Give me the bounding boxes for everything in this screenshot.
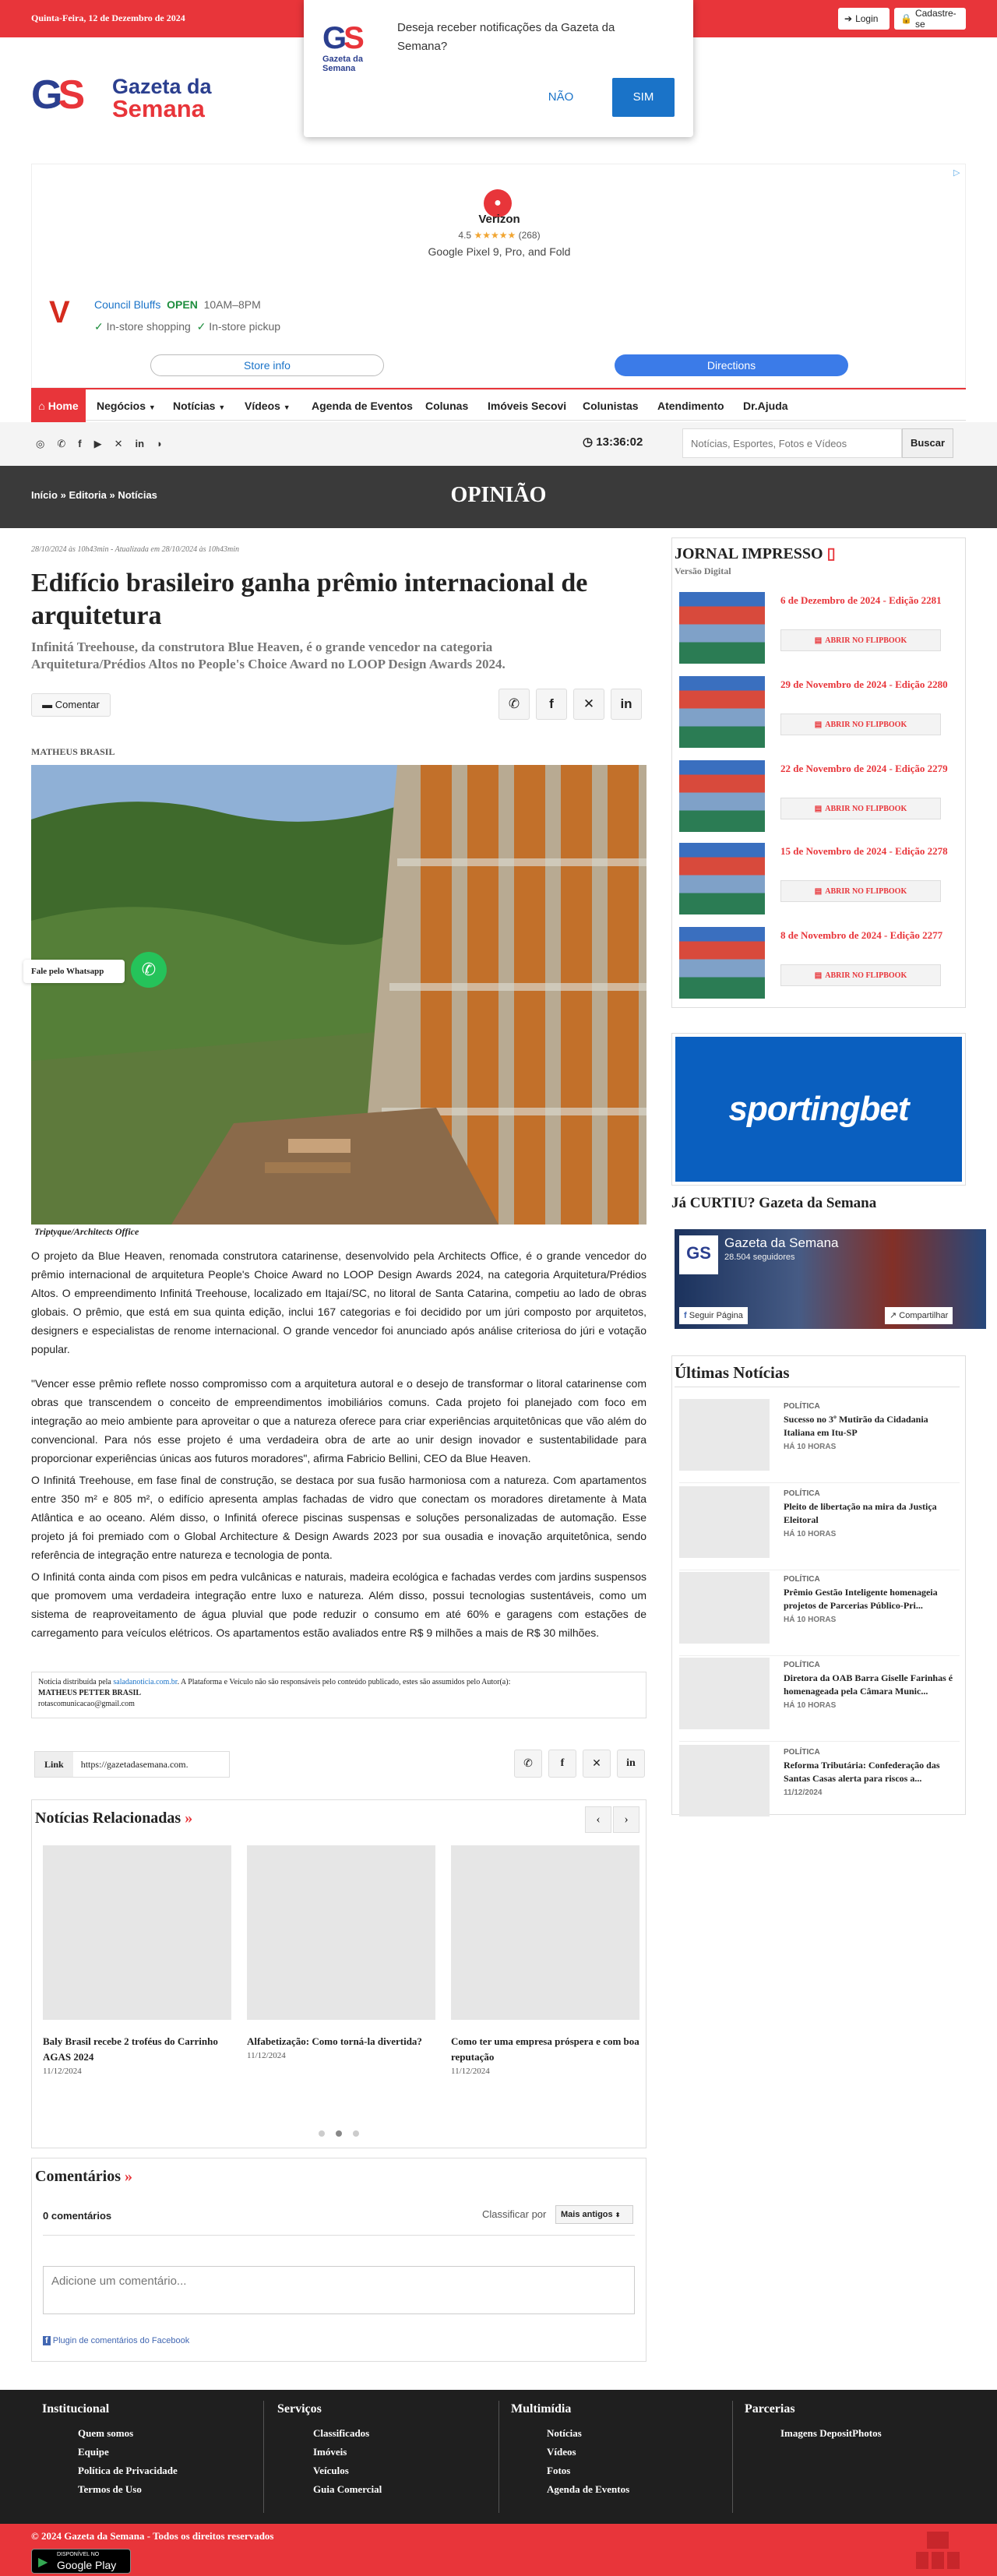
section-header (0, 466, 997, 528)
edition-cover[interactable] (679, 592, 765, 664)
news-thumbnail[interactable] (679, 1486, 770, 1558)
footer-link[interactable]: Agenda de Eventos (547, 2483, 630, 2495)
footer-link[interactable]: Guia Comercial (313, 2483, 382, 2495)
ad-store: Council Bluffs (94, 298, 161, 311)
jornal-subtitle: Versão Digital (675, 566, 731, 576)
grid-block (947, 2552, 960, 2569)
distribution-notice (31, 1672, 646, 1718)
news-time: HÁ 10 HORAS (784, 1616, 837, 1624)
share-facebook-button[interactable]: f (548, 1750, 576, 1778)
search-input[interactable] (682, 428, 902, 458)
edition-item[interactable] (679, 760, 960, 832)
article-paragraph: O Infinitá conta ainda com pisos em pedra vulcânicas e naturais, madeira ecológica e fachadas verdes com jardins suspensos que promovem uma verdadeira integração entre luxo e natureza. Além disso, possui tecnologias sustentáveis, como um sistema de reaproveitamento de água pluvial que pode reduzir o consumo em até 60% e garagens com estações de carregamento para veículos elétricos. Os apartamentos estão avaliados entre R$ 9 milhões a mais de R$ 30 milhões. (31, 1570, 646, 1639)
nav-drajuda[interactable]: Dr.Ajuda (743, 400, 788, 412)
news-title-text[interactable]: Prêmio Gestão Inteligente homenageia projetos de Parcerias Público-Pri... (784, 1587, 938, 1611)
fb-page-name[interactable]: Gazeta da Semana (724, 1235, 839, 1250)
facebook-plugin-link[interactable] (43, 2336, 189, 2345)
fb-follow-button[interactable] (679, 1307, 748, 1324)
notice-suffix: . A Plataforma e Veículo não são responsáveis pelo conteúdo publicado, estes são assumidos pelo Autor(a): (177, 1678, 511, 1686)
edition-cover[interactable] (679, 760, 765, 832)
nav-agenda[interactable]: Agenda de Eventos (312, 400, 413, 412)
share-x-button[interactable]: ✕ (583, 1750, 611, 1778)
footer-col-title: Serviços (277, 2402, 322, 2416)
file-icon: ▤ (814, 971, 823, 980)
related-card[interactable] (247, 1845, 435, 2060)
login-link[interactable] (838, 8, 890, 30)
sort-label: Classificar por (482, 2208, 547, 2220)
whatsapp-float-label[interactable]: Fale pelo Whatsapp (23, 960, 125, 983)
news-time: HÁ 10 HORAS (784, 1701, 837, 1710)
sponsor-ad[interactable] (671, 1033, 966, 1186)
related-image[interactable] (43, 1845, 231, 2020)
share-buttons (498, 689, 642, 720)
breadcrumb-sep: » (60, 489, 66, 501)
fb-followers: 28.504 seguidores (724, 1253, 795, 1262)
footer-col-multimidia (511, 2402, 729, 2499)
flipbook-button[interactable] (780, 714, 941, 735)
rss-icon[interactable]: ◗ (157, 438, 163, 449)
sort-select[interactable] (555, 2205, 633, 2224)
footer-bottom (0, 2524, 997, 2576)
social-links (36, 438, 163, 450)
section-title: OPINIÃO (450, 483, 547, 507)
nav-colunistas[interactable]: Colunistas (583, 400, 639, 412)
store-info-button[interactable]: Store info (150, 354, 384, 376)
file-icon: ▤ (814, 720, 823, 729)
flipbook-button[interactable] (780, 798, 941, 819)
facebook-icon: f (43, 2336, 51, 2345)
news-title[interactable] (784, 1500, 958, 1541)
mobile-icon: ▯ (826, 545, 836, 562)
news-title[interactable] (784, 1672, 958, 1712)
footer-link[interactable]: Equipe (78, 2446, 109, 2458)
news-time: HÁ 10 HORAS (784, 1443, 837, 1451)
clock (583, 435, 643, 449)
instagram-icon[interactable]: ◎ (36, 438, 45, 449)
edition-item[interactable] (679, 676, 960, 748)
edition-title[interactable]: 8 de Novembro de 2024 - Edição 2277 (780, 929, 943, 941)
edition-item[interactable] (679, 927, 960, 999)
clock-time: 13:36:02 (596, 435, 643, 449)
caret-updown-icon: ⬍ (615, 2211, 621, 2218)
grid-block (932, 2552, 944, 2569)
notice-email: rotascomunicacao@gmail.com (38, 1700, 135, 1708)
nav-noticias[interactable] (173, 389, 225, 422)
logo-line2: Semana (112, 95, 205, 122)
news-thumbnail[interactable] (679, 1572, 770, 1644)
store-big-text: Google Play (57, 2559, 117, 2571)
sort-value: Mais antigos (561, 2210, 613, 2219)
logo-mark: GS (31, 72, 81, 118)
caret-down-icon: ▼ (148, 403, 156, 411)
news-time: HÁ 10 HORAS (784, 1530, 837, 1538)
comment-icon: ▬ (42, 699, 53, 710)
current-date: Quinta-Feira, 12 de Dezembro de 2024 (31, 12, 185, 23)
nav-label: Vídeos (245, 400, 280, 412)
link-field[interactable]: https://gazetadasemana.com. (73, 1752, 229, 1777)
news-time: 11/12/2024 (784, 1788, 823, 1797)
latest-news-item[interactable] (679, 1572, 960, 1656)
flipbook-button[interactable] (780, 880, 941, 902)
jornal-title (675, 544, 836, 563)
carousel-next-button[interactable]: › (613, 1806, 639, 1833)
image-caption: Triptyque/Architects Office (34, 1226, 139, 1237)
edition-cover[interactable] (679, 843, 765, 914)
nav-home-label: Home (48, 400, 79, 412)
news-title[interactable] (784, 1586, 958, 1626)
article-title: Edifício brasileiro ganha prêmio internacional de arquitetura (31, 569, 588, 630)
fb-share-label: Compartilhar (899, 1311, 949, 1320)
flipbook-label: ABRIR NO FLIPBOOK (825, 720, 907, 729)
google-play-badge[interactable] (31, 2549, 131, 2574)
news-title-text[interactable]: Diretora da OAB Barra Giselle Farinhas é homenageada pela Câmara Munic... (784, 1672, 953, 1697)
grid-block (916, 2552, 928, 2569)
news-thumbnail[interactable] (679, 1399, 770, 1471)
flipbook-label: ABRIR NO FLIPBOOK (825, 886, 907, 896)
lock-icon: 🔒 (900, 13, 912, 24)
flipbook-button[interactable] (780, 964, 941, 986)
edition-title[interactable]: 6 de Dezembro de 2024 - Edição 2281 (780, 594, 942, 606)
link-label: Link (35, 1752, 73, 1777)
latest-news-title: Últimas Notícias (675, 1363, 790, 1382)
nav-home[interactable] (31, 389, 86, 422)
caret-down-icon: ▼ (218, 403, 226, 411)
ad-stars: ★★★★★ (474, 230, 516, 241)
file-icon: ▤ (814, 886, 823, 896)
related-card[interactable] (451, 1845, 639, 2076)
login-icon: ➔ (844, 13, 853, 24)
share-whatsapp-button[interactable]: ✆ (514, 1750, 542, 1778)
whatsapp-icon[interactable]: ✆ (57, 438, 66, 449)
comments-section (31, 2158, 646, 2362)
related-news (31, 1799, 646, 2148)
breadcrumb-sep: » (109, 489, 115, 501)
comment-count: 0 comentários (43, 2210, 112, 2222)
share-buttons-bottom (514, 1750, 645, 1778)
popup-no-button[interactable]: NÃO (548, 90, 574, 104)
facebook-icon[interactable]: f (78, 438, 82, 449)
plugin-label: Plugin de comentários do Facebook (52, 2336, 190, 2345)
footer-divider (732, 2401, 733, 2513)
login-label: Login (855, 13, 879, 24)
carousel-dot[interactable] (353, 2130, 359, 2137)
ad-brand: Verizon (478, 213, 520, 226)
notice-prefix: Notícia distribuída pela (38, 1678, 114, 1686)
related-card-date: 11/12/2024 (43, 2067, 82, 2076)
flipbook-label: ABRIR NO FLIPBOOK (825, 804, 907, 813)
scroll-grid-icon[interactable] (916, 2532, 960, 2571)
main-nav (31, 388, 966, 421)
footer-link[interactable]: Fotos (547, 2465, 571, 2476)
footer-col-institucional (42, 2402, 260, 2499)
article-paragraph: "Vencer esse prêmio reflete nosso compromisso com a arquitetura autoral e o desejo de transformar o litoral catarinense com obras que transcendem o conceito de empreendimentos imobiliários comuns. Cada projeto foi planejado com foco em integração ao meio ambiente para aproveitar o que a natureza oferece para criar experiências arquitetônicas que vão além do convencional. Para nós esse projeto é uma verdadeira obra de arte ao unir design inovador e sustentabilidade para proporcionar experiências únicas aos futuros moradores", afirma Fabricio Bellini, CEO da Blue Heaven. (31, 1377, 646, 1464)
news-title-text[interactable]: Sucesso no 3º Mutirão da Cidadania Italiana em Itu-SP (784, 1414, 928, 1438)
comment-button[interactable] (31, 693, 111, 717)
news-category[interactable]: POLÍTICA (784, 1661, 820, 1669)
search-button[interactable]: Buscar (902, 428, 953, 458)
comment-textarea[interactable] (43, 2266, 635, 2314)
file-icon: ▤ (814, 804, 823, 813)
article-paragraph: O projeto da Blue Heaven, renomada construtora catarinense, desenvolvido pela Architects Office, é o grande vencedor do prêmio internacional de arquitetura People's Choice Award no LOOP Design Awards 2024, na categoria Arquitetura/Prédios Altos. O empreendimento Infinitá Treehouse, localizado em Itajaí/SC, no litoral de Santa Catarina, competiu ao lado de obras globais. O prêmio, que está em sua quinta edição, inclui 167 categorias e foi decidido por um júri composto por arquitetos, designers e especialistas de renome internacional. O grande vencedor foi anunciado após análise criteriosa do júri e votação popular. (31, 1249, 646, 1355)
footer-col-title: Parcerias (745, 2402, 795, 2416)
related-card-date: 11/12/2024 (451, 2067, 490, 2076)
popup-message: Deseja receber notificações da Gazeta da Semana? (397, 21, 615, 53)
notice-link[interactable]: saladanoticia.com.br (113, 1678, 178, 1686)
logo-line1: Gazeta da (112, 75, 212, 98)
share-facebook-button[interactable]: f (536, 689, 567, 720)
popup-logo: GS Gazeta da Semana (322, 22, 379, 78)
news-title[interactable] (784, 1759, 958, 1799)
edition-title[interactable]: 15 de Novembro de 2024 - Edição 2278 (780, 845, 948, 857)
related-card-date: 11/12/2024 (247, 2051, 286, 2060)
facebook-icon: f (684, 1311, 687, 1320)
fb-page-avatar: GS (679, 1235, 718, 1274)
ad-features (94, 320, 280, 333)
ad-reviews: (268) (518, 230, 541, 241)
linkedin-icon[interactable]: in (135, 438, 145, 449)
article-subtitle: Infinitá Treehouse, da construtora Blue Heaven, é o grande vencedor na categoria Arquitetura/Prédios Altos no People's Choice Award no LOOP Design Awards 2024. (31, 640, 506, 671)
ad-banner[interactable] (31, 164, 966, 388)
carousel-dots (319, 2130, 359, 2137)
comments-title (35, 2168, 132, 2186)
footer-col-title: Multimídia (511, 2402, 572, 2416)
nav-videos[interactable] (245, 389, 291, 422)
caret-down-icon: ▼ (283, 403, 291, 411)
footer-col-title: Institucional (42, 2402, 110, 2416)
flipbook-button[interactable] (780, 629, 941, 651)
breadcrumb-home[interactable]: Início (31, 489, 58, 501)
share-x-button[interactable]: ✕ (573, 689, 604, 720)
carousel-prev-button[interactable]: ‹ (585, 1806, 611, 1833)
building-photo (31, 765, 646, 1225)
news-category[interactable]: POLÍTICA (784, 1575, 820, 1584)
nav-label: Negócios (97, 400, 146, 412)
nav-colunas[interactable]: Colunas (425, 400, 469, 412)
ad-rating (343, 230, 655, 241)
edition-item[interactable] (679, 592, 960, 664)
article-image[interactable] (31, 765, 646, 1225)
footer-link[interactable]: Política de Privacidade (78, 2465, 178, 2476)
ad-store-line (94, 298, 261, 311)
notification-popup (304, 0, 693, 137)
comment-label: Comentar (55, 699, 100, 710)
verizon-check-icon: V (49, 295, 70, 329)
adchoices-icon[interactable]: ▷ (953, 168, 960, 178)
related-image[interactable] (451, 1845, 639, 2020)
ad-hours: 10AM–8PM (203, 298, 261, 311)
latest-news-item[interactable] (679, 1745, 960, 1829)
map-pin-icon: ● (484, 189, 512, 217)
related-card-title[interactable]: Baly Brasil recebe 2 troféus do Carrinho AGAS 2024 (43, 2035, 218, 2063)
fb-follow-label: Seguir Página (689, 1311, 743, 1320)
whatsapp-float-icon[interactable]: ✆ (131, 952, 167, 988)
ad-product: Google Pixel 9, Pro, and Fold (428, 245, 571, 258)
footer-link[interactable]: Termos de Uso (78, 2483, 142, 2495)
store-small-text: DISPONÍVEL NO (57, 2552, 100, 2557)
divider (43, 2235, 635, 2236)
ad-feature2: In-store pickup (209, 320, 281, 333)
footer-link[interactable]: Imóveis (313, 2446, 347, 2458)
flipbook-label: ABRIR NO FLIPBOOK (825, 636, 907, 645)
article-paragraph: O Infinitá Treehouse, em fase final de construção, se destaca por sua fusão harmoniosa com a natureza. Com apartamentos entre 350 m² e 805 m², o edifício apresenta amplas fachadas de vidro que conectam os moradores diretamente à Mata Atlântica e ao oceano. Além disso, o Infinitá oferece piscinas suspensas e soluções personalizadas de automação. Esse projeto já foi premiado com o Global Architecture & Design Awards 2023 por sua ousadia e inovação arquitetônica, sendo referência de integração entre natureza e tecnologia de ponta. (31, 1474, 646, 1561)
fb-share-button[interactable] (885, 1307, 953, 1324)
edition-cover[interactable] (679, 676, 765, 748)
ad-open: OPEN (167, 298, 198, 311)
footer-divider (498, 2401, 499, 2513)
breadcrumb-current: Notícias (118, 489, 157, 501)
news-thumbnail[interactable] (679, 1658, 770, 1729)
news-title-text[interactable]: Reforma Tributária: Confederação das Santas Casas alerta para riscos a... (784, 1760, 940, 1784)
news-title[interactable] (784, 1413, 958, 1454)
edition-title[interactable]: 29 de Novembro de 2024 - Edição 2280 (780, 678, 948, 690)
latest-news-item[interactable] (679, 1658, 960, 1742)
x-icon[interactable]: ✕ (114, 438, 123, 449)
footer-link[interactable]: Veículos (313, 2465, 349, 2476)
latest-news-item[interactable] (679, 1486, 960, 1570)
youtube-icon[interactable]: ▶ (93, 438, 102, 449)
sponsor-logo[interactable]: sportingbet (675, 1037, 962, 1182)
play-icon: ▶ (38, 2556, 48, 2569)
directions-button[interactable]: Directions (615, 354, 848, 376)
news-title-text[interactable]: Pleito de libertação na mira da Justiça Eleitoral (784, 1501, 937, 1525)
register-label: Cadastre-se (914, 8, 956, 30)
comments-arrow: » (124, 2168, 132, 2185)
news-thumbnail[interactable] (679, 1745, 770, 1817)
flipbook-label: ABRIR NO FLIPBOOK (825, 971, 907, 980)
share-linkedin-button[interactable]: in (611, 689, 642, 720)
nav-negocios[interactable] (97, 389, 156, 422)
related-image[interactable] (247, 1845, 435, 2020)
home-icon: ⌂ (38, 400, 45, 412)
footer-link[interactable]: Notícias (547, 2427, 582, 2439)
link-box (34, 1751, 230, 1778)
latest-news-item[interactable] (679, 1399, 960, 1483)
ad-rating-value: 4.5 (458, 230, 472, 241)
related-title (35, 1810, 192, 1827)
related-card-title[interactable]: Como ter uma empresa próspera e com boa reputação (451, 2035, 639, 2063)
carousel-dot-active[interactable] (336, 2130, 342, 2137)
nav-label: Notícias (173, 400, 216, 412)
footer-link[interactable]: Quem somos (78, 2427, 134, 2439)
curtiu-title: Já CURTIU? Gazeta da Semana (671, 1195, 877, 1211)
notice-author: MATHEUS PETTER BRASIL (38, 1689, 142, 1697)
site-logo[interactable] (31, 72, 234, 123)
news-category[interactable]: POLÍTICA (784, 1489, 820, 1498)
copyright: © 2024 Gazeta da Semana - Todos os direitos reservados (31, 2530, 274, 2542)
footer-link[interactable]: Vídeos (547, 2446, 576, 2458)
grid-block (927, 2532, 949, 2549)
comments-title-text: Comentários (35, 2168, 121, 2185)
clock-icon: ◷ (583, 435, 594, 449)
edition-title[interactable]: 22 de Novembro de 2024 - Edição 2279 (780, 763, 948, 774)
nav-atendimento[interactable]: Atendimento (657, 400, 724, 412)
carousel-dot[interactable] (319, 2130, 325, 2137)
check-icon: ✓ (94, 320, 104, 333)
jornal-title-text: JORNAL IMPRESSO (675, 545, 823, 562)
footer-link[interactable]: Classificados (313, 2427, 370, 2439)
related-card-title[interactable]: Alfabetização: Como torná-la divertida? (247, 2035, 422, 2047)
popup-logo-text: Gazeta da Semana (322, 55, 363, 73)
facebook-page-widget[interactable] (675, 1229, 986, 1329)
footer-link[interactable]: Imagens DepositPhotos (780, 2427, 882, 2439)
related-card[interactable] (43, 1845, 231, 2076)
footer-col-parcerias (745, 2402, 963, 2443)
news-category[interactable]: POLÍTICA (784, 1748, 820, 1757)
edition-cover[interactable] (679, 927, 765, 999)
news-category[interactable]: POLÍTICA (784, 1402, 820, 1411)
register-link[interactable] (894, 8, 966, 30)
related-arrow: » (185, 1810, 193, 1827)
popup-yes-button[interactable]: SIM (612, 78, 675, 117)
article-author: MATHEUS BRASIL (31, 746, 115, 757)
check-icon: ✓ (196, 320, 206, 333)
footer-divider (263, 2401, 264, 2513)
ad-feature1: In-store shopping (106, 320, 191, 333)
footer-col-servicos (277, 2402, 495, 2499)
share-whatsapp-button[interactable]: ✆ (498, 689, 530, 720)
article-meta: 28/10/2024 às 10h43min - Atualizada em 28/10/2024 às 10h43min (31, 545, 240, 554)
share-linkedin-button[interactable]: in (617, 1750, 645, 1778)
nav-imoveis-secovi[interactable]: Imóveis Secovi (488, 400, 567, 412)
file-icon: ▤ (814, 636, 823, 645)
breadcrumb-section[interactable]: Editoria (69, 489, 107, 501)
footer (0, 2390, 997, 2524)
related-title-text: Notícias Relacionadas (35, 1810, 181, 1827)
edition-item[interactable] (679, 843, 960, 914)
share-icon: ↗ (890, 1311, 897, 1320)
